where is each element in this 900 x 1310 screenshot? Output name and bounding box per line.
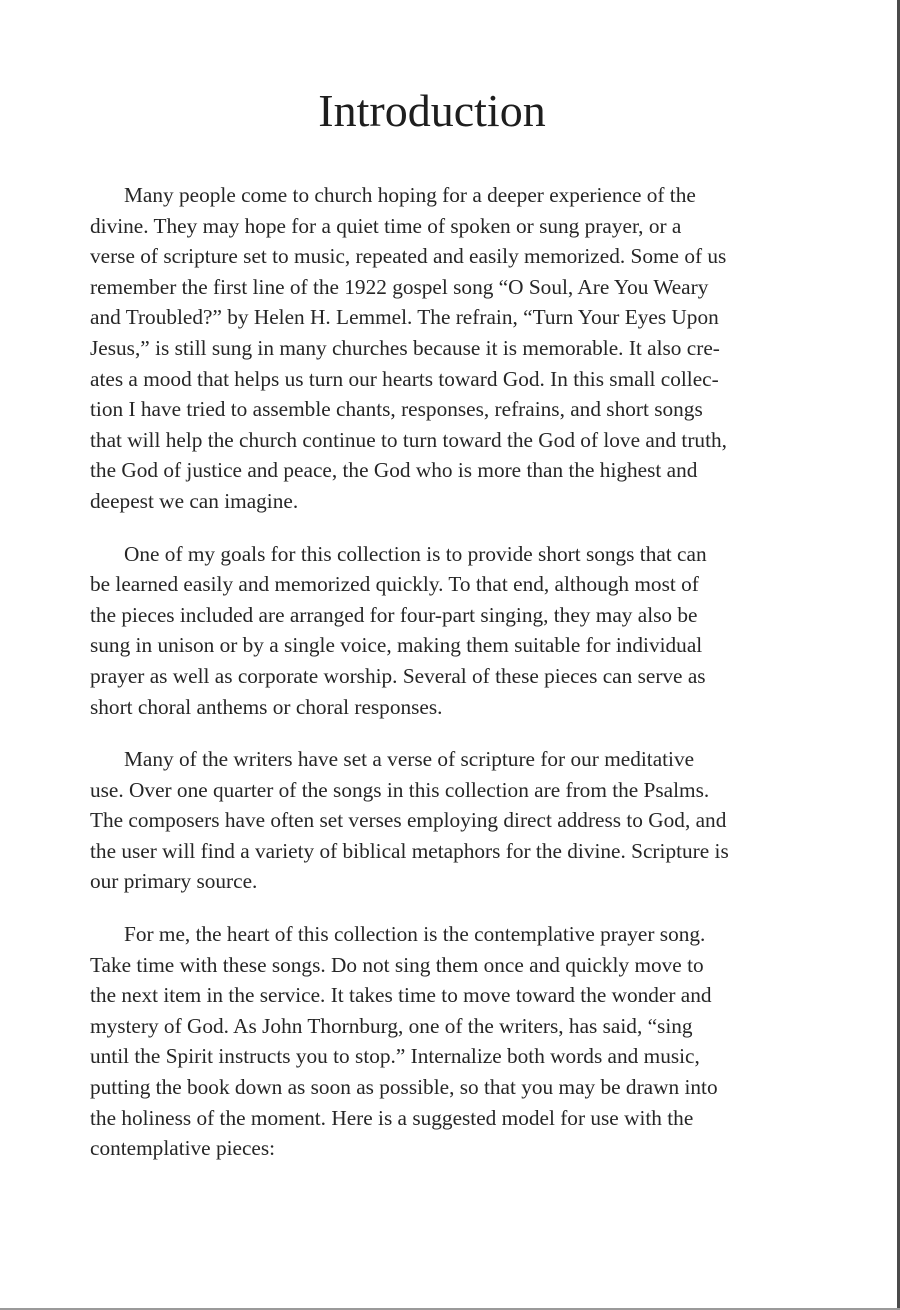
paragraph-goals: One of my goals for this collection is to provide short songs that can be learned easily and memorized quickly. To that end, although most of the pieces included are arranged for four-part singing, they may also be sung in unison or by a single voice, making them suitable for individual prayer as well as corporate worship. Several of these pieces can serve as short choral anthems or choral responses. [90, 541, 707, 719]
paragraph-contemplative: For me, the heart of this collection is the contemplative prayer song. Take time with these songs. Do not sing them once and quickly move to the next item in the service. It takes time to move toward the wonder and mystery of God. As John Thornburg, one of the writers, has said, “sing until the Spirit instructs you to stop.” Internalize both words and music, putting the book down as soon as possible, so that you may be drawn into the holiness of the moment. Here is a suggested model for use with the contemplative pieces: [90, 922, 718, 1161]
body-text [90, 180, 780, 1186]
page-title: Introduction [318, 85, 546, 136]
paragraph-scripture: Many of the writers have set a verse of scripture for our meditative use. Over one quarter of the songs in this collection are from the Psalms. The composers have often set verses employing direct address to God, and the user will find a variety of biblical metaphors for the divine. Scripture is our primary source. [90, 747, 729, 894]
paragraph-intro: Many people come to church hoping for a deeper experience of the divine. They may hope for a quiet time of spoken or sung prayer, or a verse of scripture set to music, repeated and easily memorized. Some of us remember the first line of the 1922 gospel song “O Soul, Are You Weary and Troubled?” by Helen H. Lemmel. The refrain, “Turn Your Eyes Upon Jesus,” is still sung in many churches because it is memorable. It also cre- ates a mood that helps us turn our hearts toward God. In this small collec- tion I have tried to assemble chants, responses, refrains, and short songs that will help the church continue to turn toward the God of love and truth, the God of justice and peace, the God who is more than the highest and deepest we can imagine. [90, 183, 727, 513]
